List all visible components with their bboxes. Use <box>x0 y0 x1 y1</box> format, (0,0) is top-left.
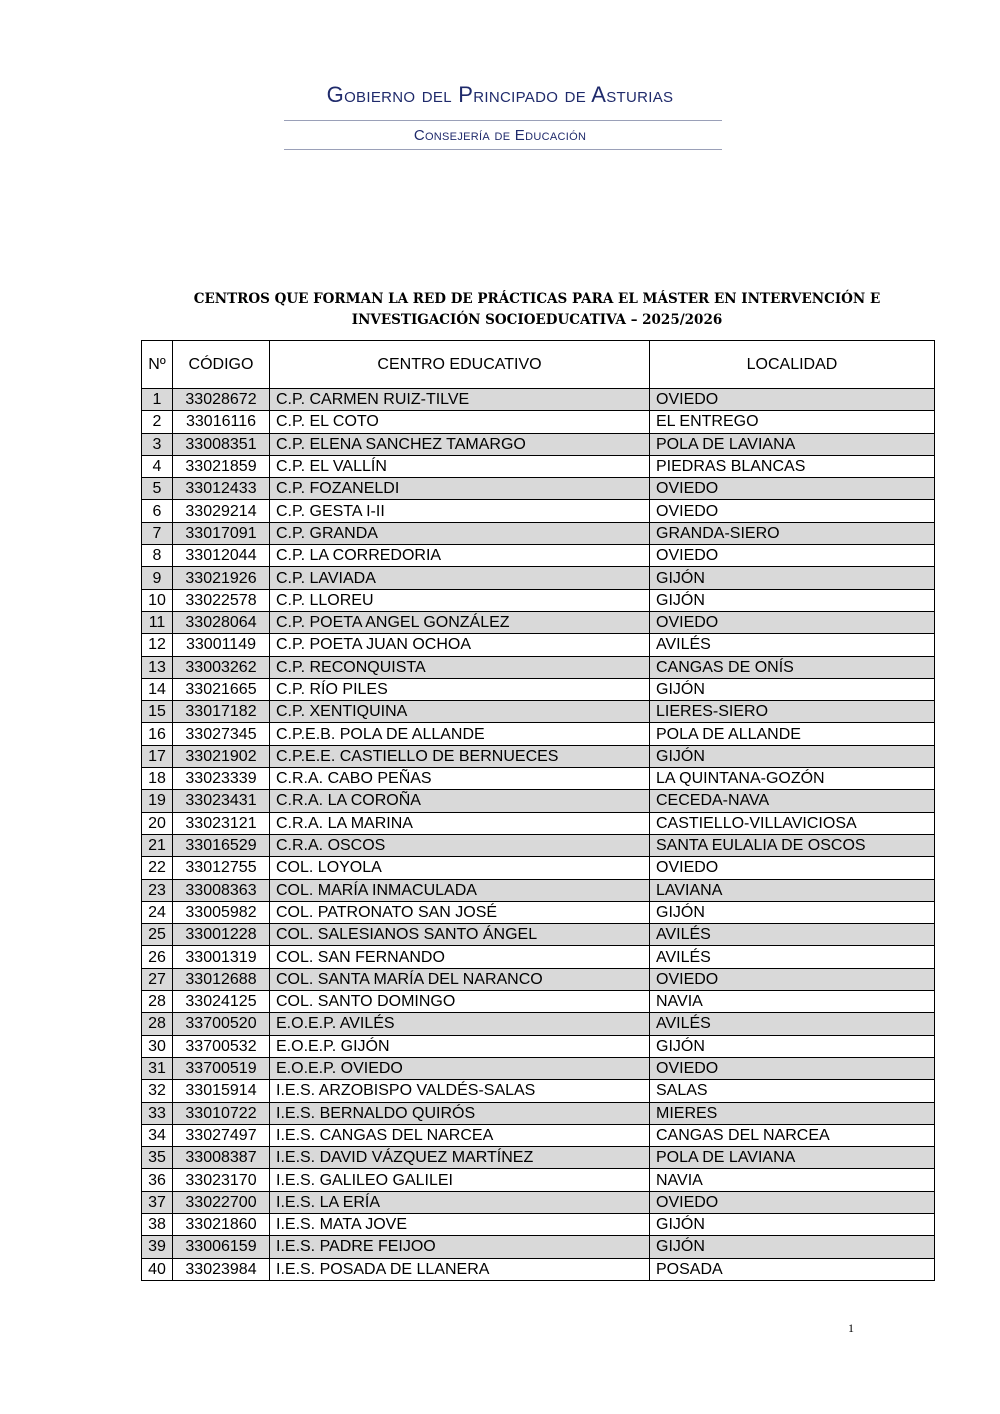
cell-code: 33001149 <box>173 634 270 656</box>
cell-locality: POSADA <box>650 1258 935 1280</box>
cell-locality: SANTA EULALIA DE OSCOS <box>650 834 935 856</box>
column-header-locality: LOCALIDAD <box>650 341 935 389</box>
cell-center: C.P. POETA JUAN OCHOA <box>270 634 650 656</box>
document-title-line-2: INVESTIGACIÓN SOCIOEDUCATIVA – 2025/2026 <box>351 312 723 328</box>
cell-locality: CASTIELLO-VILLAVICIOSA <box>650 812 935 834</box>
cell-number: 4 <box>142 455 173 477</box>
cell-locality: OVIEDO <box>650 389 935 411</box>
cell-number: 12 <box>142 634 173 656</box>
table-row <box>142 745 935 767</box>
cell-center: C.P. EL COTO <box>270 411 650 433</box>
cell-code: 33012688 <box>173 968 270 990</box>
document-title <box>140 289 934 331</box>
cell-number: 21 <box>142 834 173 856</box>
header-divider-bottom <box>284 149 722 150</box>
cell-center: C.P. RECONQUISTA <box>270 656 650 678</box>
cell-center: C.P. LLOREU <box>270 589 650 611</box>
cell-code: 33001319 <box>173 946 270 968</box>
cell-center: COL. SANTA MARÍA DEL NARANCO <box>270 968 650 990</box>
cell-center: C.R.A. OSCOS <box>270 834 650 856</box>
cell-center: C.P.E.B. POLA DE ALLANDE <box>270 723 650 745</box>
cell-locality: GIJÓN <box>650 745 935 767</box>
table-row <box>142 455 935 477</box>
cell-locality: EL ENTREGO <box>650 411 935 433</box>
cell-center: C.P. GRANDA <box>270 522 650 544</box>
cell-center: I.E.S. DAVID VÁZQUEZ MARTÍNEZ <box>270 1147 650 1169</box>
table-row <box>142 678 935 700</box>
table-row <box>142 611 935 633</box>
cell-code: 33008363 <box>173 879 270 901</box>
cell-code: 33012044 <box>173 545 270 567</box>
table-row <box>142 879 935 901</box>
table-row <box>142 500 935 522</box>
cell-number: 16 <box>142 723 173 745</box>
cell-number: 31 <box>142 1057 173 1079</box>
cell-code: 33012433 <box>173 478 270 500</box>
cell-center: C.R.A. LA COROÑA <box>270 790 650 812</box>
cell-locality: AVILÉS <box>650 1013 935 1035</box>
table-row <box>142 1191 935 1213</box>
cell-code: 33022578 <box>173 589 270 611</box>
table-row <box>142 411 935 433</box>
cell-locality: OVIEDO <box>650 500 935 522</box>
table-row <box>142 545 935 567</box>
cell-code: 33016116 <box>173 411 270 433</box>
cell-code: 33023339 <box>173 768 270 790</box>
cell-code: 33021926 <box>173 567 270 589</box>
column-header-code: CÓDIGO <box>173 341 270 389</box>
cell-number: 6 <box>142 500 173 522</box>
cell-code: 33012755 <box>173 857 270 879</box>
cell-code: 33028672 <box>173 389 270 411</box>
table-row <box>142 946 935 968</box>
cell-locality: OVIEDO <box>650 968 935 990</box>
cell-locality: OVIEDO <box>650 857 935 879</box>
cell-locality: GIJÓN <box>650 1035 935 1057</box>
cell-code: 33022700 <box>173 1191 270 1213</box>
cell-code: 33029214 <box>173 500 270 522</box>
cell-locality: OVIEDO <box>650 1057 935 1079</box>
table-row <box>142 1035 935 1057</box>
cell-number: 19 <box>142 790 173 812</box>
cell-locality: PIEDRAS BLANCAS <box>650 455 935 477</box>
table-body <box>142 389 935 1281</box>
cell-locality: GIJÓN <box>650 1236 935 1258</box>
cell-locality: MIERES <box>650 1102 935 1124</box>
table-row <box>142 968 935 990</box>
cell-code: 33010722 <box>173 1102 270 1124</box>
cell-code: 33027497 <box>173 1124 270 1146</box>
cell-code: 33021860 <box>173 1213 270 1235</box>
cell-locality: POLA DE ALLANDE <box>650 723 935 745</box>
cell-number: 26 <box>142 946 173 968</box>
cell-number: 27 <box>142 968 173 990</box>
cell-code: 33015914 <box>173 1080 270 1102</box>
cell-center: I.E.S. LA ERÍA <box>270 1191 650 1213</box>
cell-code: 33700519 <box>173 1057 270 1079</box>
cell-number: 7 <box>142 522 173 544</box>
centers-table <box>141 340 935 1281</box>
header-subtitle: Consejería de Educación <box>413 127 587 144</box>
table-row <box>142 433 935 455</box>
cell-center: E.O.E.P. GIJÓN <box>270 1035 650 1057</box>
table-row <box>142 1258 935 1280</box>
cell-code: 33024125 <box>173 991 270 1013</box>
cell-code: 33023431 <box>173 790 270 812</box>
cell-number: 10 <box>142 589 173 611</box>
cell-code: 33005982 <box>173 901 270 923</box>
cell-code: 33700520 <box>173 1013 270 1035</box>
cell-locality: AVILÉS <box>650 634 935 656</box>
cell-number: 36 <box>142 1169 173 1191</box>
cell-number: 23 <box>142 879 173 901</box>
table-row <box>142 1124 935 1146</box>
cell-center: C.P. EL VALLÍN <box>270 455 650 477</box>
table-row <box>142 1236 935 1258</box>
cell-center: E.O.E.P. OVIEDO <box>270 1057 650 1079</box>
cell-center: C.P. XENTIQUINA <box>270 701 650 723</box>
table-row <box>142 991 935 1013</box>
cell-center: COL. PATRONATO SAN JOSÉ <box>270 901 650 923</box>
cell-code: 33023170 <box>173 1169 270 1191</box>
cell-locality: NAVIA <box>650 991 935 1013</box>
cell-center: C.P. GESTA I-II <box>270 500 650 522</box>
header-divider-top <box>284 120 722 121</box>
cell-locality: CANGAS DEL NARCEA <box>650 1124 935 1146</box>
cell-locality: LIERES-SIERO <box>650 701 935 723</box>
page-number: 1 <box>848 1321 854 1335</box>
cell-code: 33008387 <box>173 1147 270 1169</box>
cell-code: 33001228 <box>173 924 270 946</box>
cell-locality: OVIEDO <box>650 1191 935 1213</box>
cell-code: 33008351 <box>173 433 270 455</box>
column-header-center: CENTRO EDUCATIVO <box>270 341 650 389</box>
table-row <box>142 567 935 589</box>
table-row <box>142 1147 935 1169</box>
table-row <box>142 790 935 812</box>
table-row <box>142 924 935 946</box>
cell-center: COL. LOYOLA <box>270 857 650 879</box>
cell-number: 18 <box>142 768 173 790</box>
header-title: Gobierno del Principado de Asturias <box>326 82 674 107</box>
cell-number: 9 <box>142 567 173 589</box>
table-row <box>142 589 935 611</box>
cell-center: C.R.A. LA MARINA <box>270 812 650 834</box>
cell-code: 33023121 <box>173 812 270 834</box>
cell-number: 17 <box>142 745 173 767</box>
cell-number: 25 <box>142 924 173 946</box>
cell-locality: OVIEDO <box>650 545 935 567</box>
cell-locality: POLA DE LAVIANA <box>650 1147 935 1169</box>
cell-center: I.E.S. MATA JOVE <box>270 1213 650 1235</box>
cell-center: I.E.S. POSADA DE LLANERA <box>270 1258 650 1280</box>
cell-number: 14 <box>142 678 173 700</box>
table-row <box>142 1213 935 1235</box>
cell-locality: GIJÓN <box>650 567 935 589</box>
cell-code: 33021902 <box>173 745 270 767</box>
table-row <box>142 723 935 745</box>
cell-number: 40 <box>142 1258 173 1280</box>
cell-number: 39 <box>142 1236 173 1258</box>
cell-code: 33017182 <box>173 701 270 723</box>
cell-number: 20 <box>142 812 173 834</box>
cell-locality: GIJÓN <box>650 678 935 700</box>
column-header-number: Nº <box>142 341 173 389</box>
cell-number: 13 <box>142 656 173 678</box>
cell-number: 2 <box>142 411 173 433</box>
cell-number: 34 <box>142 1124 173 1146</box>
cell-code: 33023984 <box>173 1258 270 1280</box>
cell-center: C.P. POETA ANGEL GONZÁLEZ <box>270 611 650 633</box>
cell-center: I.E.S. GALILEO GALILEI <box>270 1169 650 1191</box>
cell-locality: GIJÓN <box>650 1213 935 1235</box>
cell-number: 3 <box>142 433 173 455</box>
table-row <box>142 768 935 790</box>
cell-number: 24 <box>142 901 173 923</box>
cell-center: I.E.S. ARZOBISPO VALDÉS-SALAS <box>270 1080 650 1102</box>
cell-locality: OVIEDO <box>650 478 935 500</box>
cell-center: C.P. LA CORREDORIA <box>270 545 650 567</box>
table-row <box>142 901 935 923</box>
cell-locality: LA QUINTANA-GOZÓN <box>650 768 935 790</box>
cell-number: 28 <box>142 991 173 1013</box>
table-row <box>142 634 935 656</box>
cell-center: C.P. ELENA SANCHEZ TAMARGO <box>270 433 650 455</box>
cell-locality: NAVIA <box>650 1169 935 1191</box>
cell-number: 38 <box>142 1213 173 1235</box>
table-row <box>142 1080 935 1102</box>
cell-center: COL. SALESIANOS SANTO ÁNGEL <box>270 924 650 946</box>
cell-center: C.P. LAVIADA <box>270 567 650 589</box>
cell-number: 5 <box>142 478 173 500</box>
cell-center: I.E.S. PADRE FEIJOO <box>270 1236 650 1258</box>
cell-number: 28 <box>142 1013 173 1035</box>
cell-code: 33003262 <box>173 656 270 678</box>
cell-code: 33027345 <box>173 723 270 745</box>
cell-locality: GRANDA-SIERO <box>650 522 935 544</box>
cell-locality: POLA DE LAVIANA <box>650 433 935 455</box>
table-row <box>142 1013 935 1035</box>
table-row <box>142 522 935 544</box>
cell-code: 33021859 <box>173 455 270 477</box>
cell-number: 32 <box>142 1080 173 1102</box>
cell-locality: LAVIANA <box>650 879 935 901</box>
cell-locality: AVILÉS <box>650 924 935 946</box>
cell-center: C.P. CARMEN RUIZ-TILVE <box>270 389 650 411</box>
cell-code: 33016529 <box>173 834 270 856</box>
cell-center: C.P. RÍO PILES <box>270 678 650 700</box>
cell-center: COL. SANTO DOMINGO <box>270 991 650 1013</box>
cell-locality: SALAS <box>650 1080 935 1102</box>
table-row <box>142 656 935 678</box>
cell-code: 33700532 <box>173 1035 270 1057</box>
cell-number: 30 <box>142 1035 173 1057</box>
cell-center: C.R.A. CABO PEÑAS <box>270 768 650 790</box>
cell-number: 35 <box>142 1147 173 1169</box>
cell-locality: GIJÓN <box>650 901 935 923</box>
table-row <box>142 1169 935 1191</box>
cell-number: 15 <box>142 701 173 723</box>
cell-locality: CANGAS DE ONÍS <box>650 656 935 678</box>
table-row <box>142 1057 935 1079</box>
document-title-line-1: CENTROS QUE FORMAN LA RED DE PRÁCTICAS PARA EL MÁSTER EN INTERVENCIÓN E <box>193 291 881 307</box>
table-header-row <box>142 341 935 389</box>
cell-code: 33017091 <box>173 522 270 544</box>
cell-center: E.O.E.P. AVILÉS <box>270 1013 650 1035</box>
cell-center: C.P.E.E. CASTIELLO DE BERNUECES <box>270 745 650 767</box>
table-row <box>142 701 935 723</box>
cell-center: C.P. FOZANELDI <box>270 478 650 500</box>
cell-center: I.E.S. CANGAS DEL NARCEA <box>270 1124 650 1146</box>
cell-number: 8 <box>142 545 173 567</box>
cell-code: 33028064 <box>173 611 270 633</box>
cell-number: 37 <box>142 1191 173 1213</box>
cell-number: 11 <box>142 611 173 633</box>
cell-code: 33006159 <box>173 1236 270 1258</box>
cell-locality: GIJÓN <box>650 589 935 611</box>
table-row <box>142 812 935 834</box>
table-row <box>142 834 935 856</box>
table-row <box>142 857 935 879</box>
cell-locality: CECEDA-NAVA <box>650 790 935 812</box>
table-row <box>142 1102 935 1124</box>
table-row <box>142 478 935 500</box>
cell-code: 33021665 <box>173 678 270 700</box>
cell-center: I.E.S. BERNALDO QUIRÓS <box>270 1102 650 1124</box>
cell-locality: OVIEDO <box>650 611 935 633</box>
cell-locality: AVILÉS <box>650 946 935 968</box>
cell-center: COL. MARÍA INMACULADA <box>270 879 650 901</box>
cell-number: 1 <box>142 389 173 411</box>
cell-number: 22 <box>142 857 173 879</box>
cell-number: 33 <box>142 1102 173 1124</box>
table-row <box>142 389 935 411</box>
cell-center: COL. SAN FERNANDO <box>270 946 650 968</box>
